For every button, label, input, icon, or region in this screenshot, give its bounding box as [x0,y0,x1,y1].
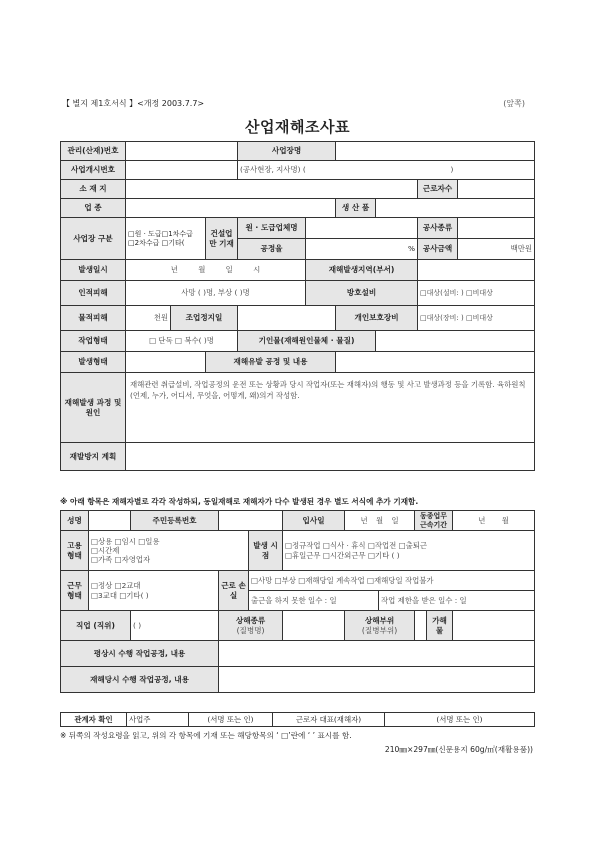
occurrence-datetime-field[interactable]: 년 월 일 시 [126,260,306,281]
accident-info-table [60,141,535,471]
product-field[interactable] [376,199,535,218]
employment-type-label: 고용 형태 [61,531,89,571]
injury-part-title: 상해부위 [364,616,395,626]
prevention-plan-label: 재발방지 계획 [61,443,126,471]
location-label: 소 재 지 [61,180,126,199]
casualties-field[interactable]: 사망 ( )명, 부상 ( )명 [126,281,306,306]
worker-count-field[interactable] [458,180,535,199]
cause-material-field[interactable] [376,331,535,352]
injury-part-label [345,611,415,641]
workplace-name-field[interactable] [336,142,535,161]
ppe-options[interactable]: □대상(장비: ) □비대상 [418,306,535,331]
injury-type-sub: (질병명) [236,625,265,635]
task-at-accident-field[interactable] [219,667,535,693]
employment-type-options[interactable] [89,531,249,571]
perpetrator-label: 가해물 [427,611,453,641]
employment-options-row1: □상용 □임시 □일용 [91,536,160,546]
prevention-plan-field[interactable] [126,443,535,471]
per-victim-note: ※ 아래 항목은 재해자별로 각각 작성하되, 동일재해로 재해자가 다수 발생된 경우 별도 서식에 추가 기재함. [60,497,419,506]
employment-options-row2: □시간제 [91,545,120,555]
injury-type-field[interactable] [283,611,345,641]
employer-sign[interactable]: (서명 또는 인) [189,713,273,727]
process-description[interactable]: 재해관련 취급설비, 작업공정의 운전 또는 상황과 당시 작업자(또는 재해자)의 행동 및 사고 발생과정 등을 기록함. 육하원칙(언제, 누가, 어디서, 무엇을, 어떻게, 왜)의거 작성함. [126,373,535,443]
job-label: 직업 (직위) [61,611,131,641]
construction-type-field[interactable] [458,218,535,239]
injury-part-sub: (질병부위) [361,625,398,635]
form-number: 【 별지 제1호서식 】<개정 2003.7.7> [62,99,205,108]
accident-process-field[interactable] [336,352,535,373]
biz-type-label: 사업장 구분 [61,218,126,260]
page-side: (앞쪽) [503,99,525,108]
accident-process-label: 재해유발 공정 및 내용 [206,352,336,373]
mgmt-no-field[interactable] [126,142,238,161]
workplace-name-label: 사업장명 [238,142,336,161]
contractor-name-label: 원 · 도급업체명 [238,218,306,239]
worker-count-label: 근로자수 [418,180,458,199]
construction-amount-label: 공사금액 [418,239,458,260]
site-paren: (공사현장, 지사명) ( [240,165,306,175]
victim-name-label: 성명 [61,511,89,531]
site-name-field[interactable] [238,161,535,180]
job-field[interactable]: ( ) [131,611,219,641]
same-job-period-field[interactable]: 년 월 [453,511,535,531]
work-type-options-row2: □3교대 □기타( ) [91,590,149,600]
usual-task-field[interactable] [219,641,535,667]
progress-label: 공정율 [238,239,306,260]
task-at-accident-label: 재해당시 수행 작업공정, 내용 [61,667,219,693]
biz-start-no-label: 사업개시번호 [61,161,126,180]
prevention-options[interactable]: □대상(설비: ) □비대상 [418,281,535,306]
work-type-options-row1: □정상 □2교대 [91,581,141,591]
construction-type-label: 공사종류 [418,218,458,239]
occurrence-time-label: 발생 시점 [249,531,283,571]
work-form-options[interactable]: □ 단독 □ 복수( )명 [126,331,238,352]
hire-date-field[interactable]: 년 월 일 [345,511,415,531]
employment-options-row3: □가족 □자영업자 [91,555,151,565]
occurrence-form-label: 발생형태 [61,352,126,373]
mgmt-no-label: 관리(산재)번호 [61,142,126,161]
victim-info-table [60,510,535,693]
biz-start-no-field[interactable] [126,161,238,180]
time-options-row2: □휴일근무 □시간외근무 □기타 ( ) [285,550,400,560]
ppe-label: 개인보호장비 [336,306,418,331]
victim-name-field[interactable] [89,511,131,531]
form-title: 산업재해조사표 [245,118,350,136]
perpetrator-field[interactable] [453,611,535,641]
product-label: 생 산 품 [336,199,376,218]
million-won-unit: 백만원 [510,244,533,254]
progress-field[interactable] [306,239,418,260]
work-type-options[interactable] [89,571,219,611]
worker-rep-sign[interactable]: (서명 또는 인) [385,713,535,727]
cause-material-label: 기인물(재해원인물체 · 물질) [238,331,376,352]
resident-no-field[interactable] [219,511,283,531]
occurrence-form-field[interactable] [126,352,206,373]
work-type-label: 근무 형태 [61,571,89,611]
human-damage-label: 인적피해 [61,281,126,306]
restricted-days-field[interactable]: 작업 제한을 받은 일수 : 일 [379,591,535,611]
employer-label: 사업주 [127,713,189,727]
industry-label: 업 종 [61,199,126,218]
labor-loss-options[interactable]: □사망 □부상 □재해당일 계속작업 □재해당일 작업불가 [249,571,535,591]
percent-unit: % [408,244,416,254]
time-options-row1: □정규작업 □식사 · 휴식 □작업전 □출퇴근 [285,541,428,551]
construction-only-label: 건설업만 기재 [206,218,238,260]
work-form-label: 작업형태 [61,331,126,352]
injury-part-field[interactable] [415,611,427,641]
contractor-name-field[interactable] [306,218,418,239]
restart-point-label: 조업정지일 [171,306,238,331]
process-cause-label: 재해발생 과정 및 원인 [61,373,126,443]
occurrence-area-label: 재해발생지역(부서) [306,260,418,281]
labor-loss-label: 근로 손실 [219,571,249,611]
occurrence-datetime-label: 발생일시 [61,260,126,281]
material-damage-field[interactable] [126,306,171,331]
industry-field[interactable] [126,199,336,218]
occurrence-time-options[interactable] [283,531,535,571]
hire-date-label: 입사일 [283,511,345,531]
biz-type-options[interactable]: □원 · 도급□1차수급 □2차수급 □기타( [126,218,206,260]
resident-no-label: 주민등록번호 [131,511,219,531]
instruction-note: ※ 뒤쪽의 작성요령을 읽고, 위의 각 항목에 기재 또는 해당항목의 ‘ □’란에 ‘ ’ 표시를 함. [60,731,352,740]
material-damage-label: 물적피해 [61,306,126,331]
restart-point-field[interactable] [238,306,336,331]
injury-type-label [219,611,283,641]
prevention-equipment-label: 방호설비 [306,281,418,306]
construction-amount-field[interactable] [458,239,535,260]
confirmation-label: 관계자 확인 [61,713,127,727]
usual-task-label: 평상시 수행 작업공정, 내용 [61,641,219,667]
worker-rep-label: 근로자 대표(재해자) [273,713,385,727]
confirmation-table [60,712,535,727]
location-field[interactable] [126,180,418,199]
occurrence-area-field[interactable] [418,260,535,281]
same-job-period-label: 동종업무 근속기간 [415,511,453,531]
site-paren-close: ) [450,165,454,175]
days-not-commuted-field[interactable]: 출근을 하지 못한 일수 : 일 [249,591,379,611]
paper-spec: 210㎜×297㎜(신문용지 60g/㎡(재활용품)) [384,745,533,754]
thousand-won-unit: 천원 [153,313,168,323]
injury-type-title: 상해종류 [235,616,266,626]
